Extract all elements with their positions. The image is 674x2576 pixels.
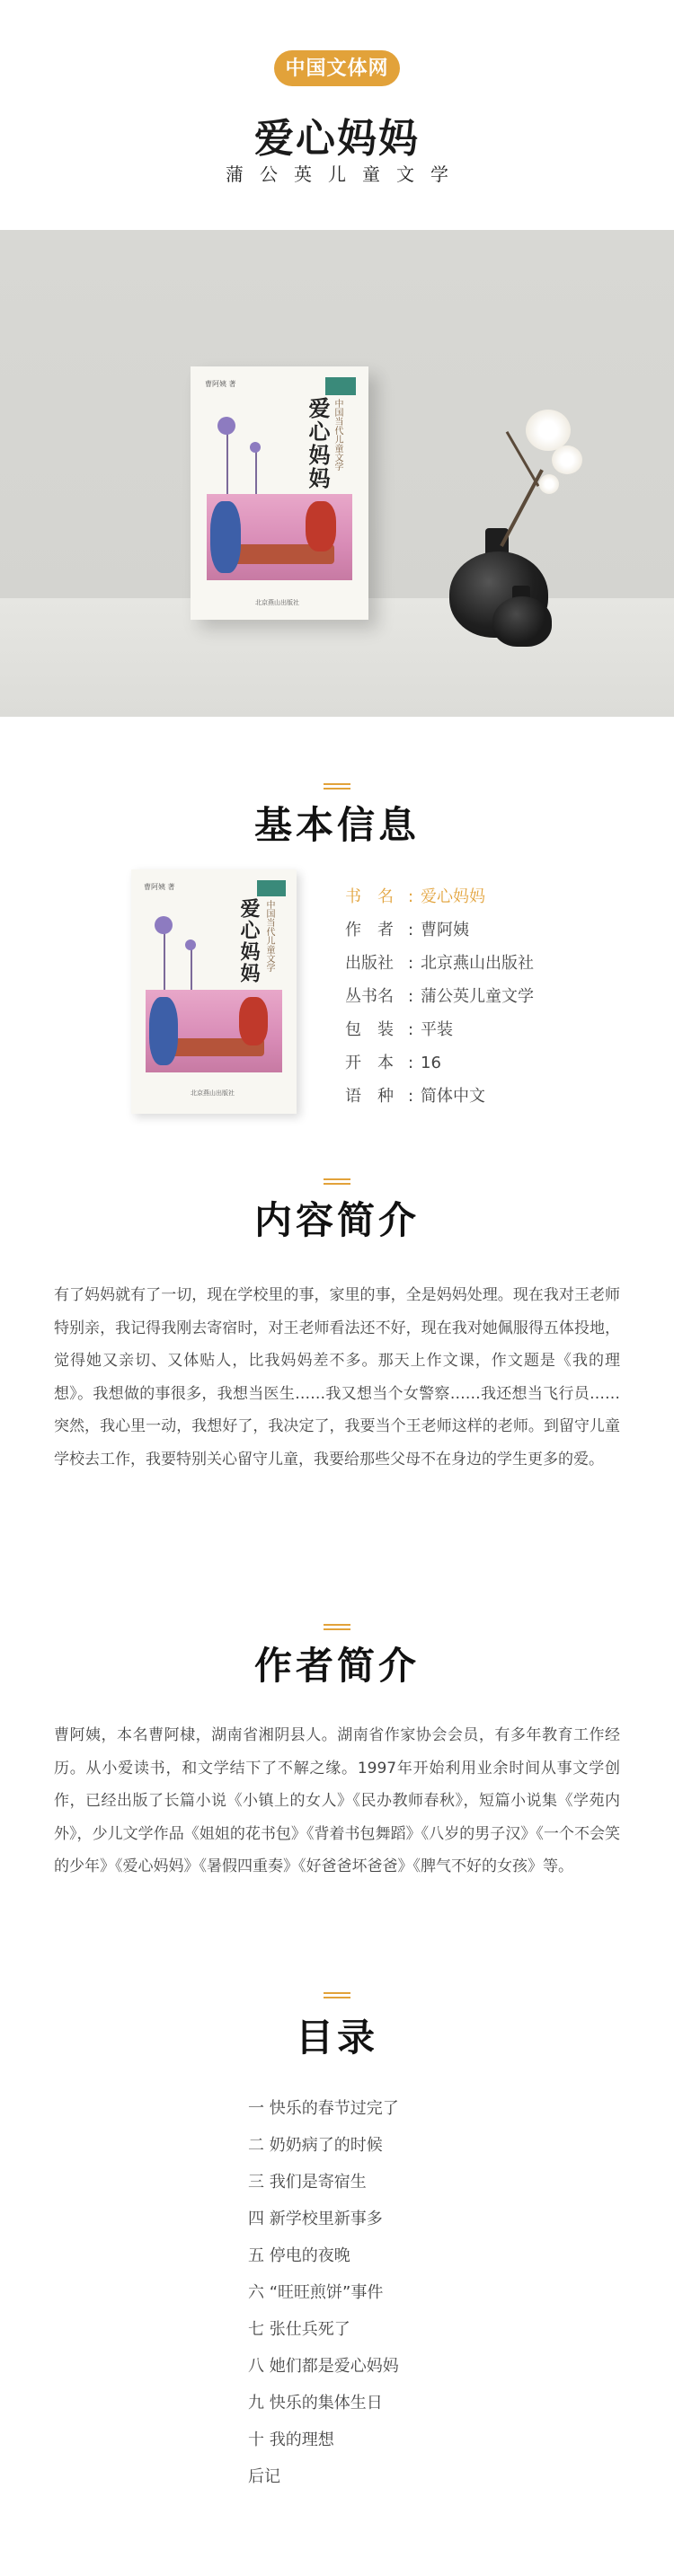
cover-title: 爱心妈妈 xyxy=(237,898,261,984)
hero-book-cover xyxy=(191,366,368,620)
cover-flower-stem xyxy=(255,447,257,501)
info-row-binding: 包 装 : 平装 xyxy=(345,1013,651,1046)
page-title: 爱心妈妈 xyxy=(254,116,420,162)
toc-item[interactable]: 八 她们都是爱心妈妈 xyxy=(248,2357,399,2376)
author-text: 曹阿姨，本名曹阿棣，湖南省湘阴县人。湖南省作家协会会员，有多年教育工作经历。从小爱读书，和文学结下了不解之缘。1997年开始利用业余时间从事文学创作，已经出版了长篇小说《小镇上的女人》《民办教师春秋》，短篇小说集《学苑内外》，少儿文学作品《姐姐的花书包》《背着书包舞蹈》《八岁的男子汉》《一个不会笑的少年》《爱心妈妈》《暑假四重奏》《好爸爸坏爸爸》《脾气不好的女孩》等。 xyxy=(54,1726,620,1875)
toc-item[interactable]: 九 快乐的集体生日 xyxy=(248,2394,383,2413)
cover-publisher: 北京燕山出版社 xyxy=(191,1090,235,1097)
info-row-title: 书 名 : 爱心妈妈 xyxy=(345,880,651,913)
info-row-author: 作 者 : 曹阿姨 xyxy=(345,913,651,947)
info-label: 包 装 xyxy=(345,1020,394,1039)
info-label: 丛书名 xyxy=(345,987,394,1006)
cover-series-badge xyxy=(257,880,286,896)
cover-flower xyxy=(185,940,196,950)
info-row-language: 语 种 : 简体中文 xyxy=(345,1080,651,1113)
cover-author-tag: 曹阿姨 著 xyxy=(144,883,175,891)
cover-series-badge xyxy=(325,377,356,395)
toc-item[interactable]: 四 新学校里新事多 xyxy=(248,2210,383,2228)
black-vase-small xyxy=(492,596,552,647)
toc-item[interactable]: 二 奶奶病了的时候 xyxy=(248,2136,383,2155)
summary-text: 有了妈妈就有了一切，现在学校里的事，家里的事，全是妈妈处理。现在我对王老师特别亲，我记得我刚去寄宿时，对王老师看法还不好，现在我对她佩服得五体投地，觉得她又亲切、又体贴人，比我妈妈差不多。那天上作文课，作文题是《我的理想》。我想做的事很多，我想当医生……我又想当个女警察……我还想当飞行员……突然，我心里一动，我想好了，我决定了，我要当个王老师这样的老师。到留守儿童学校去工作，我要特别关心留守儿童，我要给那些父母不在身边的学生更多的爱。 xyxy=(54,1286,620,1469)
book-info-list xyxy=(345,880,651,1113)
white-flower xyxy=(526,410,571,451)
table-of-contents xyxy=(248,2090,518,2495)
toc-item[interactable]: 后记 xyxy=(248,2467,280,2486)
hero-product-photo xyxy=(0,230,674,717)
cover-girl xyxy=(239,997,268,1045)
cover-series-vertical: 中国当代儿童文学 xyxy=(333,399,342,471)
info-row-publisher: 出版社 : 北京燕山出版社 xyxy=(345,947,651,980)
cover-flower-stem xyxy=(191,945,192,995)
toc-item[interactable]: 五 停电的夜晚 xyxy=(248,2246,350,2265)
cover-series-vertical: 中国当代儿童文学 xyxy=(264,900,274,972)
toc-item[interactable]: 一 快乐的春节过完了 xyxy=(248,2099,399,2118)
cover-author-tag: 曹阿姨 著 xyxy=(205,380,236,388)
toc-title: 目录 xyxy=(295,2016,378,2060)
info-value: 平装 xyxy=(421,1020,453,1039)
info-value: 爱心妈妈 xyxy=(421,887,485,906)
info-book-cover xyxy=(131,869,297,1114)
white-flower xyxy=(539,474,559,494)
cover-boy xyxy=(210,501,241,573)
section-ornament xyxy=(324,1624,350,1631)
cover-flower-stem xyxy=(226,429,228,501)
toc-item[interactable]: 七 张仕兵死了 xyxy=(248,2320,350,2339)
cover-girl xyxy=(306,501,336,551)
site-badge[interactable]: 中国文体网 xyxy=(274,50,400,86)
cover-flower xyxy=(155,916,173,934)
info-value: 北京燕山出版社 xyxy=(421,954,534,973)
cover-title: 爱心妈妈 xyxy=(305,397,331,490)
section-ornament xyxy=(324,1178,350,1186)
info-value: 16 xyxy=(421,1054,441,1072)
section-ornament xyxy=(324,1992,350,1999)
cover-publisher: 北京燕山出版社 xyxy=(255,599,299,606)
info-label: 出版社 xyxy=(345,954,394,973)
white-flower xyxy=(552,446,582,474)
toc-item[interactable]: 三 我们是寄宿生 xyxy=(248,2173,367,2192)
series-subtitle: 蒲公英儿童文学 xyxy=(226,163,465,185)
info-value: 蒲公英儿童文学 xyxy=(421,987,534,1006)
page-header xyxy=(0,0,674,230)
summary-title: 内容简介 xyxy=(253,1198,420,1242)
info-label: 书 名 xyxy=(345,887,394,906)
info-value: 简体中文 xyxy=(421,1087,485,1106)
basic-info-title: 基本信息 xyxy=(253,803,420,847)
info-label: 开 本 xyxy=(345,1054,394,1072)
cover-flower-stem xyxy=(164,929,165,997)
info-value: 曹阿姨 xyxy=(421,921,469,940)
cover-boy xyxy=(149,997,178,1065)
toc-item[interactable]: 十 我的理想 xyxy=(248,2430,334,2449)
section-ornament xyxy=(324,783,350,790)
cover-flower xyxy=(250,442,261,453)
info-row-format: 开 本 : 16 xyxy=(345,1046,651,1080)
info-label: 语 种 xyxy=(345,1087,394,1106)
author-title: 作者简介 xyxy=(253,1644,420,1688)
info-row-series: 丛书名 : 蒲公英儿童文学 xyxy=(345,980,651,1013)
info-label: 作 者 xyxy=(345,921,394,940)
toc-item[interactable]: 六 “旺旺煎饼”事件 xyxy=(248,2283,384,2302)
cover-flower xyxy=(217,417,235,435)
